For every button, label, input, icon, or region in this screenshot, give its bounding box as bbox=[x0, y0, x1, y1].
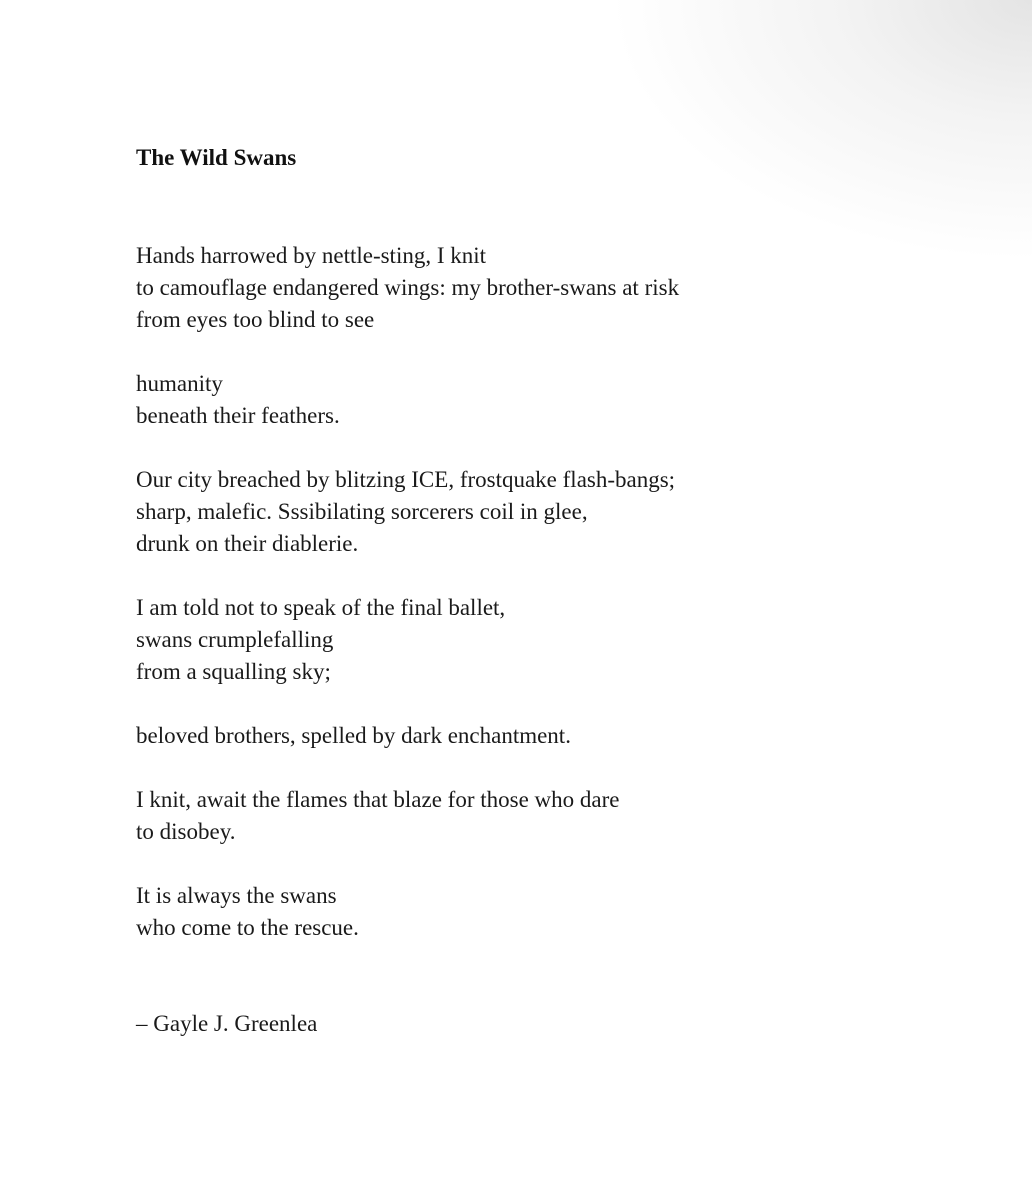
stanza-6 bbox=[136, 784, 996, 848]
poem-line: from eyes too blind to see bbox=[136, 307, 375, 332]
stanza-4 bbox=[136, 592, 996, 688]
author-attribution: – Gayle J. Greenlea bbox=[136, 1011, 318, 1036]
poem-line: swans crumplefalling bbox=[136, 627, 334, 652]
poem-line: Our city breached by blitzing ICE, frostquake flash-bangs; bbox=[136, 467, 676, 492]
poem-line: to disobey. bbox=[136, 819, 236, 844]
poem-line: I knit, await the flames that blaze for those who dare bbox=[136, 787, 620, 812]
poem-line: beloved brothers, spelled by dark enchantment. bbox=[136, 723, 571, 748]
stanza-2 bbox=[136, 368, 996, 432]
stanza-7 bbox=[136, 880, 996, 944]
poem-line: to camouflage endangered wings: my brother-swans at risk bbox=[136, 275, 680, 300]
poem-line: from a squalling sky; bbox=[136, 659, 331, 684]
poem-line: drunk on their diablerie. bbox=[136, 531, 359, 556]
poem-line: who come to the rescue. bbox=[136, 915, 359, 940]
stanza-3 bbox=[136, 464, 996, 560]
poem-line: It is always the swans bbox=[136, 883, 337, 908]
poem-line: humanity bbox=[136, 371, 223, 396]
poem-line: I am told not to speak of the final ballet, bbox=[136, 595, 506, 620]
poem-title: The Wild Swans bbox=[136, 145, 297, 170]
poem-line: Hands harrowed by nettle-sting, I knit bbox=[136, 243, 487, 268]
poem-line: sharp, malefic. Sssibilating sorcerers coil in glee, bbox=[136, 499, 588, 524]
stanza-1 bbox=[136, 240, 996, 336]
poem-line: beneath their feathers. bbox=[136, 403, 340, 428]
poem-body bbox=[136, 240, 996, 976]
stanza-5 bbox=[136, 720, 996, 752]
